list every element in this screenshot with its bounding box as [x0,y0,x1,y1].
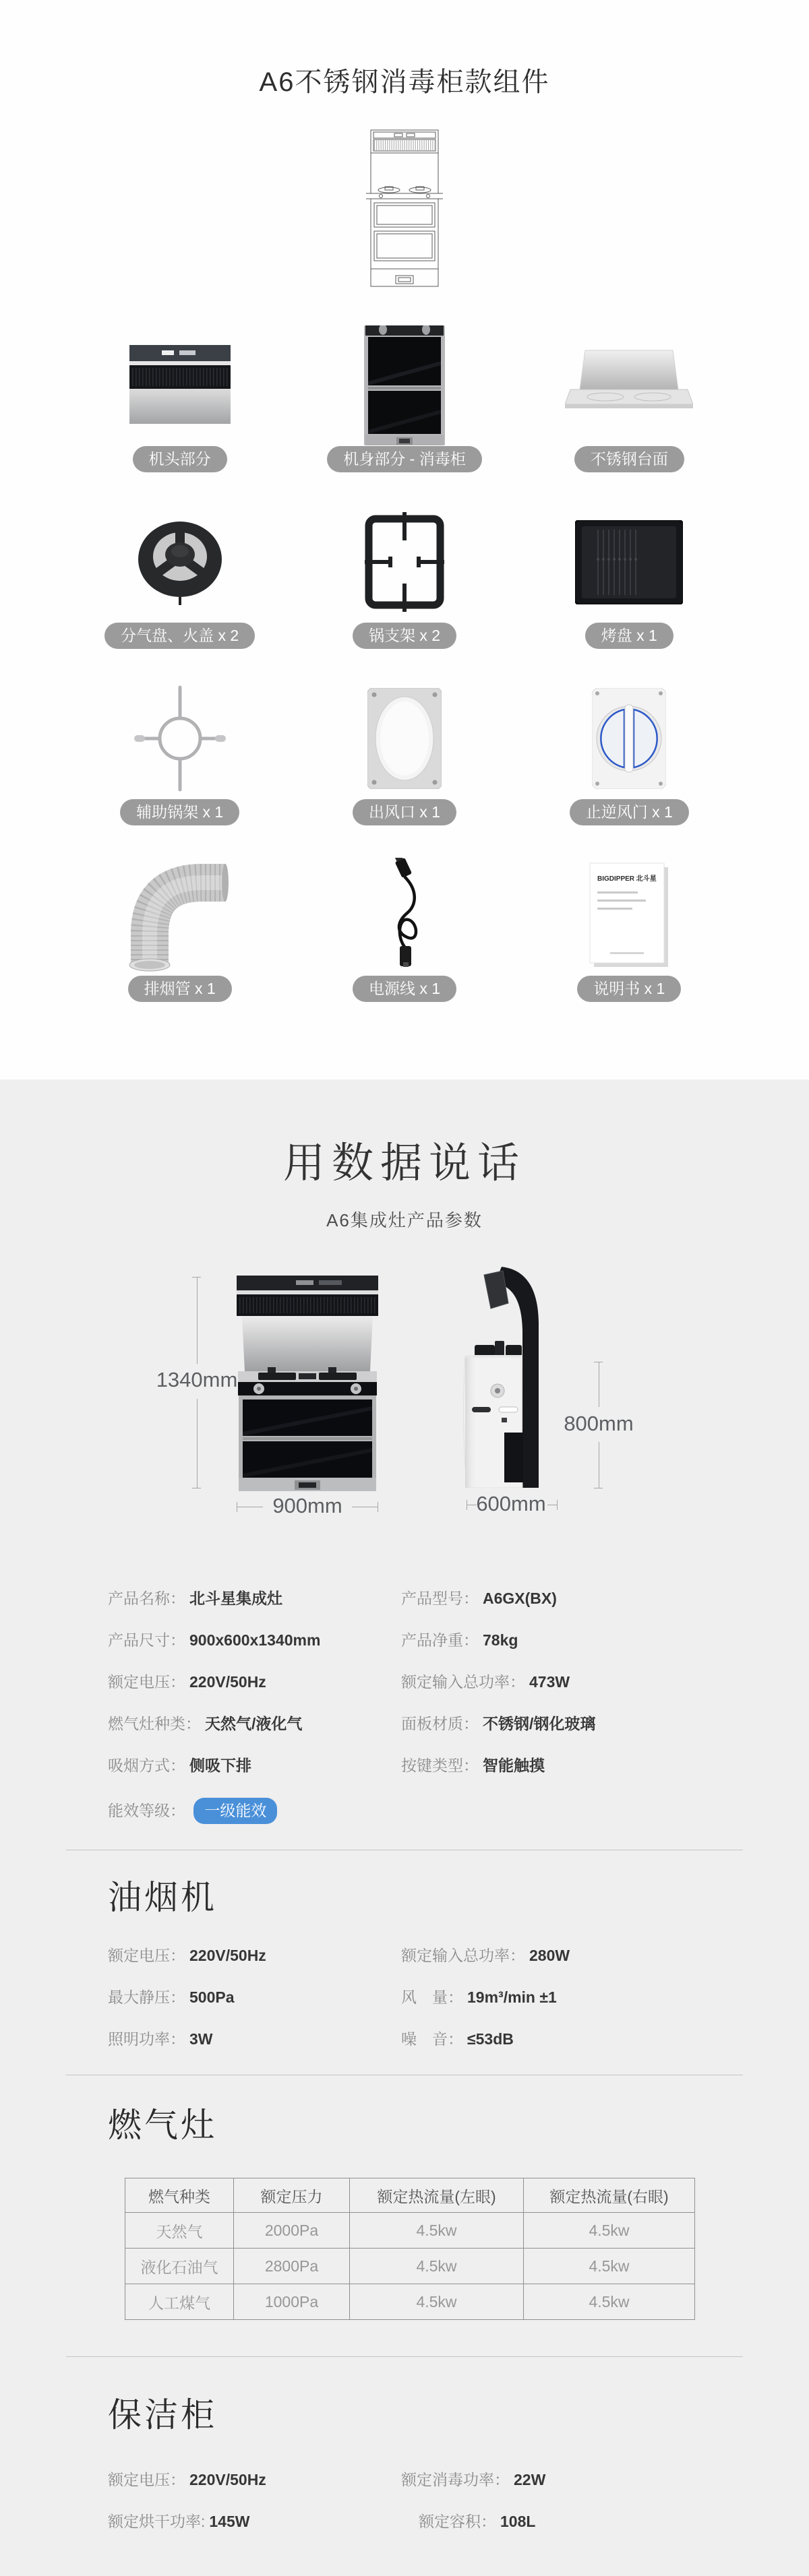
dim-600-right-tick [557,1500,558,1510]
table-row [125,2213,695,2249]
table-header: 额定热流量(右眼) [524,2178,695,2213]
product-params [108,1589,715,1824]
param-label: 照明功率： [108,2030,185,2048]
param-label: 燃气灶种类： [108,1715,201,1732]
param-value: 智能触摸 [483,1757,545,1774]
check-damper-image [592,678,666,799]
component-label: 说明书 x 1 [577,976,681,1002]
param-value: 3W [189,2030,213,2048]
param-label: 额定输入总功率： [401,1947,525,1964]
power-cord-image [378,854,431,976]
param-label: 按键类型： [401,1757,479,1774]
table-header: 额定热流量(左眼) [350,2178,524,2213]
countertop-image [565,325,693,446]
table-cell: 4.5kw [350,2284,524,2320]
burner-cap-icon [129,517,231,606]
param-row [108,2470,715,2490]
component-burner-cap [67,501,292,678]
param-value: 108L [500,2513,536,2530]
aux-rack-image [133,678,227,799]
param-value: 473W [529,1673,570,1691]
component-label: 排烟管 x 1 [128,976,232,1002]
table-cell: 4.5kw [524,2249,695,2284]
param-row [108,1589,715,1608]
dim-1340-label: 1340mm [156,1368,238,1391]
param-value: 19m³/min ±1 [467,1988,557,2006]
param-value: 220V/50Hz [189,1673,266,1691]
gas-stove-table [125,2178,695,2320]
param-label: 最大静压： [108,1988,185,2006]
param-row [108,1631,715,1650]
table-cell: 天然气 [125,2213,234,2249]
component-air-outlet [292,678,516,854]
param-label: 额定电压： [108,1673,185,1691]
param-row [108,2512,715,2532]
air-outlet-image [367,678,442,799]
burner-cap-image [129,501,231,623]
table-header: 额定压力 [234,2178,350,2213]
table-header: 燃气种类 [125,2178,234,2213]
stove-title: 燃气灶 [108,2106,217,2144]
hood-title: 油烟机 [108,1879,217,1916]
param-row [108,1988,715,2007]
param-row [108,1714,715,1734]
component-countertop [517,325,742,501]
component-label: 锅支架 x 2 [353,623,456,649]
table-row [125,2284,695,2320]
energy-badge: 一级能效 [193,1798,277,1824]
param-label: 产品尺寸： [108,1631,185,1649]
table-cell: 2800Pa [234,2249,350,2284]
param-label: 吸烟方式： [108,1757,185,1774]
param-label: 产品名称： [108,1590,185,1607]
param-value: 不锈钢/钢化玻璃 [483,1715,596,1732]
component-label: 辅助锅架 x 1 [120,799,239,825]
section-divider [66,2356,743,2357]
param-label: 额定烘干功率: [108,2513,206,2530]
table-header-row [125,2178,695,2213]
component-smoke-duct [67,854,292,1031]
pan-support-icon [361,511,448,613]
component-body-cabinet [292,325,516,501]
param-label: 额定消毒功率： [401,2471,510,2488]
table-cell: 2000Pa [234,2213,350,2249]
stove-front-view [237,1276,378,1491]
dim-1340-line-bottom [197,1399,198,1488]
auxiliary-rack-icon [133,683,227,794]
stove-side-view [457,1265,558,1488]
param-value: 220V/50Hz [189,1947,266,1964]
component-aux-rack [67,678,292,854]
power-cord-icon [378,858,431,972]
param-value: 北斗星集成灶 [189,1590,282,1607]
param-value: A6GX(BX) [483,1590,557,1607]
param-value: 侧吸下排 [189,1757,251,1774]
param-label: 额定输入总功率： [401,1673,525,1691]
component-baking-tray [517,501,742,678]
smoke-duct-icon [124,858,235,972]
dim-800-label: 800mm [564,1412,634,1435]
param-row [108,1946,715,1966]
param-row [108,1756,715,1776]
specs-section [0,1079,809,2576]
component-check-damper [517,678,742,854]
table-row [125,2249,695,2284]
cabinet-title: 保洁柜 [108,2396,217,2434]
component-manual [517,854,742,1031]
baking-tray-icon [575,520,683,604]
param-label: 面板材质： [401,1715,479,1732]
components-section [0,0,809,1079]
component-label: 机身部分 - 消毒柜 [327,446,481,472]
param-label: 产品型号： [401,1590,479,1607]
component-hood-head [67,325,292,501]
table-cell: 4.5kw [524,2284,695,2320]
table-cell: 4.5kw [524,2213,695,2249]
component-power-cord [292,854,516,1031]
param-value: 900x600x1340mm [189,1631,321,1649]
check-damper-icon [592,688,666,789]
param-value: 78kg [483,1631,518,1649]
param-label: 额定容积： [419,2513,496,2530]
param-label: 风 量： [401,1988,463,2006]
param-row [108,1672,715,1692]
stove-outline-drawing [361,129,448,294]
component-pan-support [292,501,516,678]
specs-subtitle: A6集成灶产品参数 [326,1210,483,1230]
air-outlet-icon [367,688,442,789]
hood-head-icon [123,345,237,426]
cabinet-params [108,2470,715,2532]
manual-icon [589,862,669,968]
param-value: 天然气/液化气 [205,1715,303,1732]
disinfection-cabinet-icon [364,325,445,445]
component-label: 烤盘 x 1 [585,623,673,649]
manual-image [589,854,669,976]
table-cell: 人工煤气 [125,2284,234,2320]
table-cell: 4.5kw [350,2213,524,2249]
page-title: A6不锈钢消毒柜款组件 [259,67,550,97]
dim-1340-line-top [197,1278,198,1364]
component-label: 机头部分 [133,446,227,472]
component-label: 分气盘、火盖 x 2 [104,623,255,649]
dimension-figure [0,1245,809,1562]
table-cell: 液化石油气 [125,2249,234,2284]
param-label: 能效等级： [108,1802,185,1819]
smoke-duct-image [124,854,235,976]
pan-support-image [361,501,448,623]
hood-params [108,1946,715,2049]
specs-title: 用数据说话 [282,1140,526,1187]
param-value: 220V/50Hz [189,2471,266,2488]
stainless-countertop-icon [565,345,693,426]
component-label: 不锈钢台面 [574,446,684,472]
baking-tray-image [575,501,683,623]
table-cell: 4.5kw [350,2249,524,2284]
dim-900-label: 900mm [272,1494,342,1517]
param-value: 280W [529,1947,570,1964]
param-label: 额定电压： [108,1947,185,1964]
param-label: 额定电压： [108,2471,185,2488]
component-label: 止逆风门 x 1 [570,799,689,825]
hood-head-image [123,325,237,446]
table-cell: 1000Pa [234,2284,350,2320]
param-value: ≤53dB [467,2030,514,2048]
component-grid [67,325,742,1031]
component-label: 电源线 x 1 [353,976,456,1002]
param-label: 噪 音： [401,2030,463,2048]
param-value: 22W [514,2471,546,2488]
dim-600-label: 600mm [476,1492,546,1515]
stove-outline-icon [361,129,448,290]
param-row [108,2030,715,2049]
manual-brand-text: BIGDIPPER 北斗星 [597,875,657,883]
body-cabinet-image [364,325,445,446]
component-label: 出风口 x 1 [353,799,456,825]
param-value: 145W [209,2513,250,2530]
energy-row [108,1798,715,1824]
param-label: 产品净重： [401,1631,479,1649]
param-value: 500Pa [189,1988,235,2006]
